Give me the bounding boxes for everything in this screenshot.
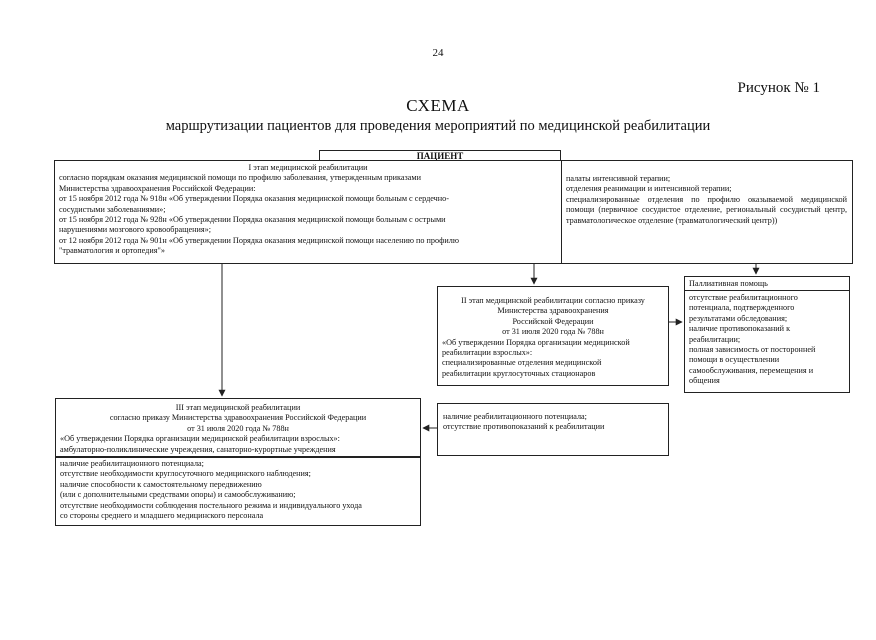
stage1-line: от 15 ноября 2012 года № 918н «Об утверждении Порядка оказания медицинской помощи больным с сердечно- <box>59 194 450 204</box>
stage2-line: специализированные отделения медицинской <box>442 358 602 368</box>
stage1-box <box>54 160 562 264</box>
stage2-heading-line: II этап медицинской реабилитации согласно приказу <box>461 296 645 305</box>
stage3-condition-line: со стороны среднего и младшего медицинского персонала <box>60 511 264 521</box>
palliative-line: помощи в осуществлении <box>689 355 780 365</box>
palliative-line: результатами обследования; <box>689 313 788 323</box>
palliative-line: реабилитации; <box>689 334 741 344</box>
stage1-line: от 12 ноября 2012 года № 901н «Об утверждении Порядка оказания медицинской помощи населению по профилю <box>59 235 459 245</box>
stage3-condition-line: (или с дополнительными средствами опоры) и самообслуживанию; <box>60 490 296 500</box>
palliative-heading-box: Паллиативная помощь <box>684 276 850 291</box>
stage1-heading: I этап медицинской реабилитации <box>248 163 368 172</box>
stage1-line: Министерства здравоохранения Российской Федерации: <box>59 183 256 193</box>
palliative-line: самообслуживания, перемещения и <box>689 365 814 375</box>
stage2-heading-line: Российской Федерации <box>512 316 594 326</box>
stage1-line: сосудистыми заболеваниями»; <box>59 204 166 214</box>
palliative-line: полная зависимость от посторонней <box>689 345 816 355</box>
stage2-heading-line: от 31 июля 2020 года № 788н <box>502 327 604 337</box>
stage3-heading-line: от 31 июля 2020 года № 788н <box>187 423 289 433</box>
stage2-heading-line: Министерства здравоохранения <box>497 306 609 316</box>
palliative-criteria-box <box>684 290 850 393</box>
stage1-units-box <box>561 160 853 264</box>
stage3-condition-line: отсутствие необходимости круглосуточного медицинского наблюдения; <box>60 469 311 479</box>
stage3-conditions-box <box>55 457 421 526</box>
stage2-condition-line: отсутствие противопоказаний к реабилитации <box>443 422 605 432</box>
stage3-heading-line: согласно приказу Министерства здравоохранения Российской Федерации <box>109 413 367 423</box>
stage1-line: нарушениями мозгового кровообращения»; <box>59 225 212 235</box>
palliative-line: отсутствие реабилитационного <box>689 293 798 302</box>
patient-box: ПАЦИЕНТ <box>319 150 561 161</box>
palliative-line: общения <box>689 376 720 386</box>
palliative-line: наличие противопоказаний к <box>689 324 791 334</box>
stage3-line: «Об утверждении Порядка организации медицинской реабилитации взрослых»: <box>60 434 340 444</box>
stage3-condition-line: отсутствие необходимости соблюдения постельного режима и индивидуального ухода <box>60 500 362 510</box>
stage1-line: согласно порядкам оказания медицинской помощи по профилю заболевания, утвержденным приказами <box>59 173 421 183</box>
stage3-box <box>55 398 421 457</box>
stage2-line: «Об утверждении Порядка организации медицинской <box>442 337 630 347</box>
stage1-unit-line: отделения реанимации и интенсивной терапии; <box>566 184 732 194</box>
stage2-condition-line: наличие реабилитационного потенциала; <box>443 412 587 421</box>
stage2-line: реабилитации круглосуточных стационаров <box>442 368 596 378</box>
palliative-line: потенциала, подтвержденного <box>689 303 795 313</box>
diagram-subtitle: маршрутизации пациентов для проведения мероприятий по медицинской реабилитации <box>165 118 711 134</box>
stage2-conditions-box <box>437 403 669 456</box>
page-number: 24 <box>432 47 444 59</box>
stage3-line: амбулаторно-поликлинические учреждения, санаторно-курортные учреждения <box>60 444 336 454</box>
stage1-unit-line: палаты интенсивной терапии; <box>566 174 671 183</box>
stage1-line: "травматология и ортопедия"» <box>59 246 165 256</box>
stage1-unit-line: специализированные отделения по профилю оказываемой медицинской помощи (первичное сосудистое отделение, региональный сосудистый центр, травматологическое отделение (травматологический центр)) <box>566 194 847 225</box>
stage2-line: реабилитации взрослых»: <box>442 348 533 358</box>
stage3-condition-line: наличие способности к самостоятельному передвижению <box>60 479 262 489</box>
stage3-condition-line: наличие реабилитационного потенциала; <box>60 459 204 468</box>
figure-label: Рисунок № 1 <box>737 80 820 96</box>
diagram-title: СХЕМА <box>406 96 470 115</box>
stage2-box <box>437 286 669 386</box>
stage1-line: от 15 ноября 2012 года № 928н «Об утверждении Порядка оказания медицинской помощи больным с острыми <box>59 215 446 225</box>
stage3-heading-line: III этап медицинской реабилитации <box>175 403 301 412</box>
